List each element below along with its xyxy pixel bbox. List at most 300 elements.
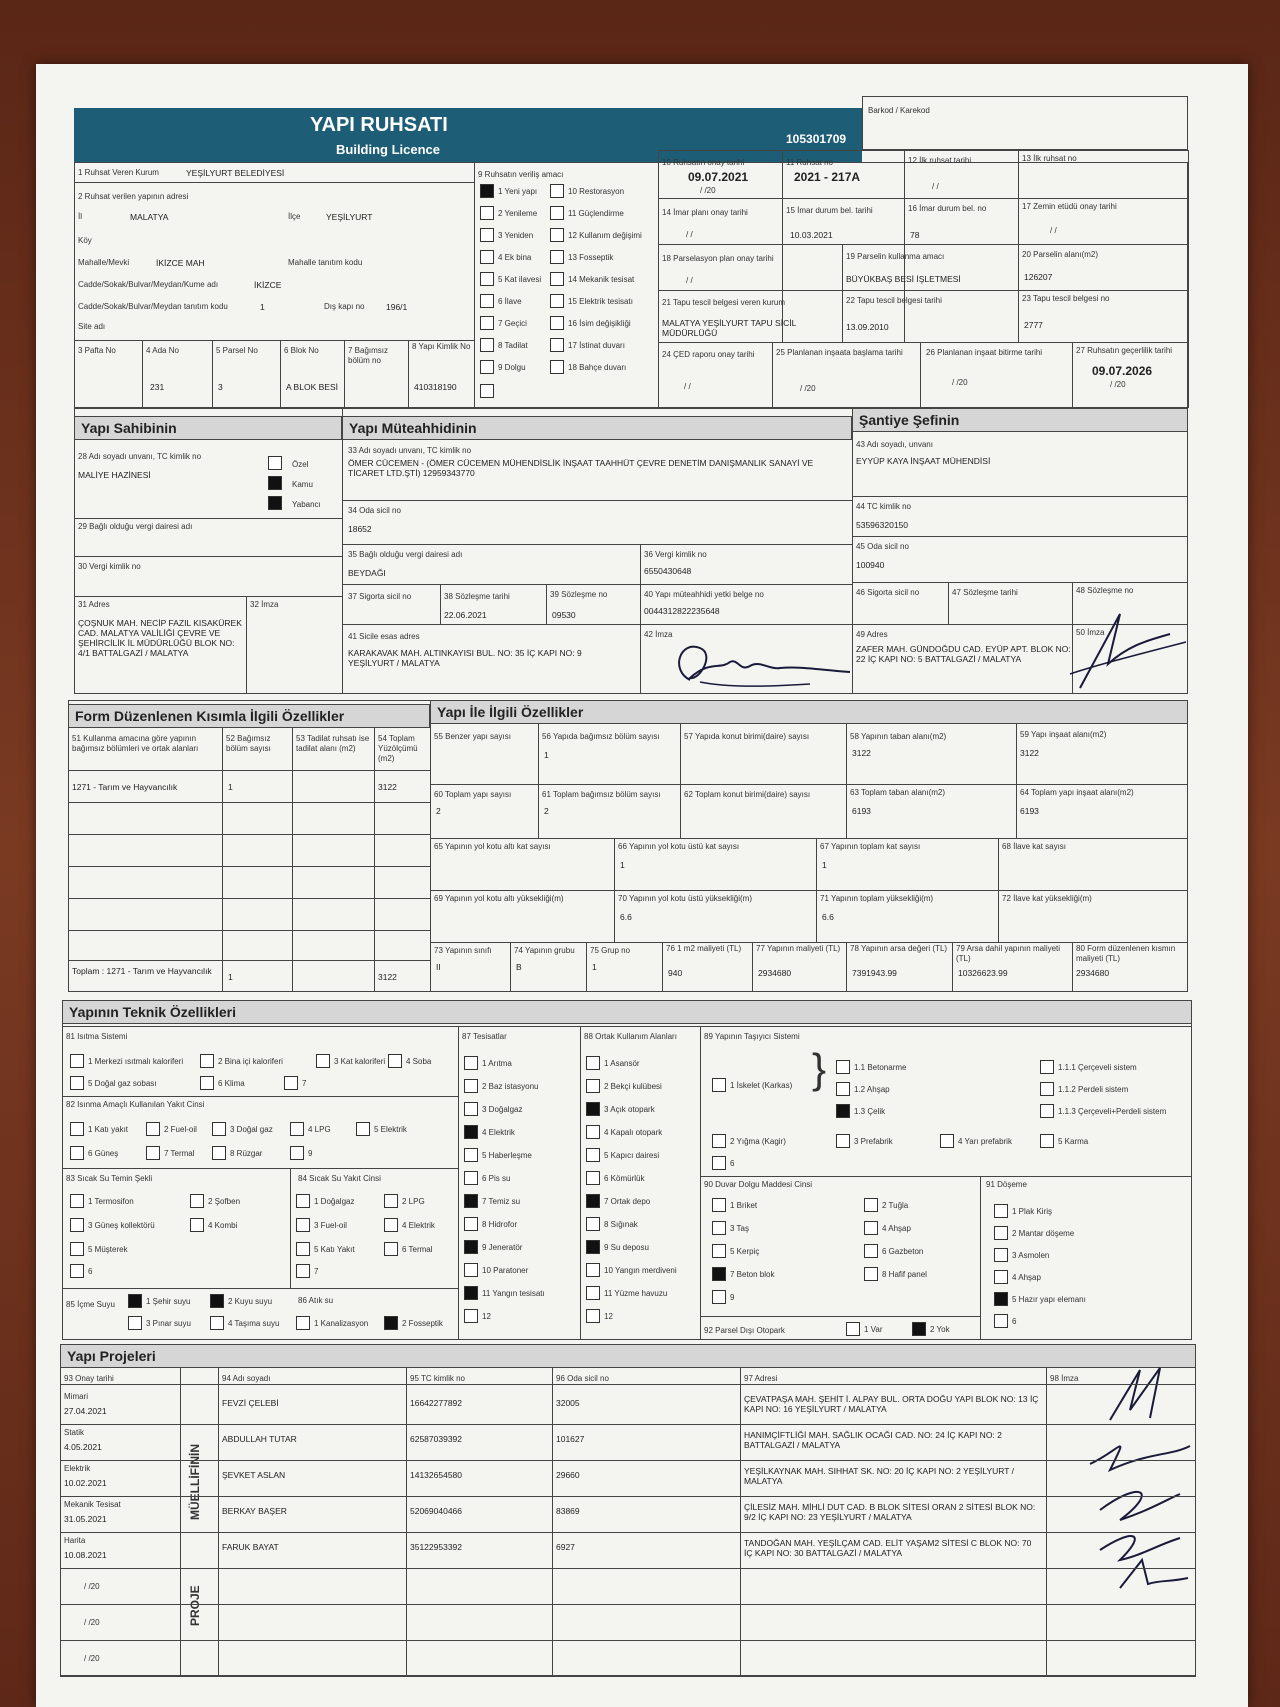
f22-label: 22 Tapu tescil belgesi tarihi bbox=[846, 296, 942, 305]
f74-label: 74 Yapının grubu bbox=[514, 946, 575, 955]
project-tc: 62587039392 bbox=[410, 1434, 463, 1444]
purpose-9-checkbox[interactable] bbox=[480, 360, 494, 374]
hotwater-4-checkbox[interactable] bbox=[190, 1218, 204, 1232]
floor-2-checkbox[interactable] bbox=[994, 1226, 1008, 1240]
il-value: MALATYA bbox=[130, 212, 169, 222]
water-1-checkbox[interactable] bbox=[128, 1294, 142, 1308]
f80-value: 2934680 bbox=[1076, 968, 1110, 978]
hotwater-6-label: 6 bbox=[88, 1267, 93, 1276]
f78-value: 7391943.99 bbox=[852, 968, 897, 978]
f31-value: ÇOŞNUK MAH. NECİP FAZIL KISAKÜREK CAD. MALATYA VALİLİĞİ ÇEVRE VE ŞEHİRCİLİK İL MÜDÜRLÜĞÜ BLOK NO: 4/1 BATTALGAZİ / MALATYA bbox=[78, 618, 242, 658]
common-12-checkbox[interactable] bbox=[586, 1309, 600, 1323]
title-banner bbox=[74, 108, 862, 162]
f28-label: 28 Adı soyadı unvanı, TC kimlik no bbox=[78, 452, 202, 461]
install-10-checkbox[interactable] bbox=[464, 1263, 478, 1277]
f1-label: 1 Ruhsat Veren Kurum bbox=[78, 168, 159, 177]
hwfuel-5-checkbox[interactable] bbox=[296, 1242, 310, 1256]
f88-label: 88 Ortak Kullanım Alanları bbox=[584, 1032, 677, 1041]
carrier-1-2-label: 1.2 Ahşap bbox=[854, 1085, 890, 1094]
install-6-checkbox[interactable] bbox=[464, 1171, 478, 1185]
f64-label: 64 Toplam yapı inşaat alanı(m2) bbox=[1020, 788, 1134, 797]
hwfuel-3-label: 3 Fuel-oil bbox=[314, 1221, 347, 1230]
f29-label: 29 Bağlı olduğu vergi dairesi adı bbox=[78, 522, 193, 531]
bagimsiz-label: 7 Bağımsız bölüm no bbox=[348, 346, 389, 365]
wall-8-checkbox[interactable] bbox=[864, 1267, 878, 1281]
install-7-label: 7 Temiz su bbox=[482, 1197, 521, 1206]
f43-value: EYYÜP KAYA İNŞAAT MÜHENDİSİ bbox=[856, 456, 991, 466]
install-3-label: 3 Doğalgaz bbox=[482, 1105, 523, 1114]
project-tc: 16642277892 bbox=[410, 1398, 463, 1408]
dis-kapi-label: Dış kapı no bbox=[324, 302, 365, 311]
purpose-8-checkbox[interactable] bbox=[480, 338, 494, 352]
common-11-label: 11 Yüzme havuzu bbox=[604, 1289, 668, 1298]
install-11-label: 11 Yangın tesisatı bbox=[482, 1289, 545, 1298]
purpose-14-checkbox[interactable] bbox=[550, 272, 564, 286]
project-sicil: 32005 bbox=[556, 1398, 580, 1408]
common-12-label: 12 bbox=[604, 1312, 613, 1321]
floor-6-checkbox[interactable] bbox=[994, 1314, 1008, 1328]
project-author: FEVZİ ÇELEBİ bbox=[222, 1398, 279, 1408]
carrier-1-1-3-label: 1.1.3 Çerçeveli+Perdeli sistem bbox=[1058, 1107, 1167, 1116]
f91-label: 91 Döşeme bbox=[986, 1180, 1027, 1189]
purpose-4-checkbox[interactable] bbox=[480, 250, 494, 264]
f82-label: 82 Isınma Amaçlı Kullanılan Yakıt Cinsi bbox=[66, 1100, 205, 1109]
f68-label: 68 İlave kat sayısı bbox=[1002, 842, 1067, 851]
project-sicil: 101627 bbox=[556, 1434, 585, 1444]
f64-value: 6193 bbox=[1020, 806, 1039, 816]
hotwater-5-checkbox[interactable] bbox=[70, 1242, 84, 1256]
hwfuel-7-label: 7 bbox=[314, 1267, 319, 1276]
cadde-label: Cadde/Sokak/Bulvar/Meydan/Kume adı bbox=[78, 280, 219, 289]
f26-label: 26 Planlanan inşaat bitirme tarihi bbox=[926, 348, 1043, 357]
f58-value: 3122 bbox=[852, 748, 871, 758]
carrier-1-1-3-checkbox[interactable] bbox=[1040, 1104, 1054, 1118]
chief-signature bbox=[1060, 604, 1188, 694]
f49-label: 49 Adres bbox=[856, 630, 888, 639]
f47-label: 47 Sözleşme tarihi bbox=[952, 588, 1018, 597]
blok-value: A BLOK BESİ bbox=[286, 382, 338, 392]
f15-value: 10.03.2021 bbox=[790, 230, 833, 240]
f86-label: 86 Atık su bbox=[298, 1296, 334, 1305]
f38-label: 38 Sözleşme tarihi bbox=[444, 592, 510, 601]
parking-yes-checkbox[interactable] bbox=[846, 1322, 860, 1336]
kamu-checkbox[interactable] bbox=[268, 476, 282, 490]
wall-1-checkbox[interactable] bbox=[712, 1198, 726, 1212]
f16-value: 78 bbox=[910, 230, 920, 240]
purpose-1-checkbox[interactable] bbox=[480, 184, 494, 198]
yabanci-checkbox[interactable] bbox=[268, 496, 282, 510]
yapi-section-title: Yapı İle İlgili Özellikler bbox=[430, 700, 1188, 724]
heat-2-checkbox[interactable] bbox=[200, 1054, 214, 1068]
project-sicil: 83869 bbox=[556, 1506, 580, 1516]
f9-label: 9 Ruhsatın veriliş amacı bbox=[478, 170, 564, 179]
project-type: Mimari bbox=[64, 1392, 88, 1401]
floor-4-checkbox[interactable] bbox=[994, 1270, 1008, 1284]
purpose-18-checkbox[interactable] bbox=[550, 360, 564, 374]
f74-value: B bbox=[516, 962, 522, 972]
wall-5-label: 5 Kerpiç bbox=[730, 1247, 760, 1256]
waste-2-checkbox[interactable] bbox=[384, 1316, 398, 1330]
barcode-box bbox=[862, 96, 1188, 150]
hwfuel-4-checkbox[interactable] bbox=[384, 1218, 398, 1232]
carrier-1-1-1-checkbox[interactable] bbox=[1040, 1060, 1054, 1074]
purpose-13-checkbox[interactable] bbox=[550, 250, 564, 264]
common-10-checkbox[interactable] bbox=[586, 1263, 600, 1277]
wall-9-label: 9 bbox=[730, 1293, 735, 1302]
fuel-9-checkbox[interactable] bbox=[290, 1146, 304, 1160]
project-type: Statik bbox=[64, 1428, 85, 1437]
divider bbox=[290, 1168, 291, 1288]
project-date: 27.04.2021 bbox=[64, 1406, 107, 1416]
total-area: 3122 bbox=[378, 972, 397, 982]
common-1-checkbox[interactable] bbox=[586, 1056, 600, 1070]
common-2-checkbox[interactable] bbox=[586, 1079, 600, 1093]
hotwater-3-checkbox[interactable] bbox=[70, 1218, 84, 1232]
f33-value: ÖMER CÜCEMEN - (ÖMER CÜCEMEN MÜHENDİSLİK İNŞAAT TAAHHÜT ÇEVRE DENETİM DANIŞMANLIK SANAYİ VE TİCARET LTD.ŞTİ) 12959343770 bbox=[348, 458, 814, 478]
common-7-checkbox[interactable] bbox=[586, 1194, 600, 1208]
project-date: 10.08.2021 bbox=[64, 1550, 107, 1560]
fuel-7-checkbox[interactable] bbox=[146, 1146, 160, 1160]
install-5-label: 5 Haberleşme bbox=[482, 1151, 532, 1160]
f77-label: 77 Yapının maliyeti (TL) bbox=[756, 944, 841, 953]
purpose-12-checkbox[interactable] bbox=[550, 228, 564, 242]
f65-label: 65 Yapının yol kotu altı kat sayısı bbox=[434, 842, 551, 851]
fuel-2-label: 2 Fuel-oil bbox=[164, 1125, 197, 1134]
carrier-6-checkbox[interactable] bbox=[712, 1156, 726, 1170]
purpose-3-label: 3 Yeniden bbox=[498, 231, 534, 240]
wall-7-label: 7 Beton blok bbox=[730, 1270, 775, 1279]
wall-7-checkbox[interactable] bbox=[712, 1267, 726, 1281]
fuel-5-checkbox[interactable] bbox=[356, 1122, 370, 1136]
ada-label: 4 Ada No bbox=[146, 346, 179, 355]
fuel-4-checkbox[interactable] bbox=[290, 1122, 304, 1136]
wall-5-checkbox[interactable] bbox=[712, 1244, 726, 1258]
wall-2-label: 2 Tuğla bbox=[882, 1201, 909, 1210]
carrier-1-3-label: 1.3 Çelik bbox=[854, 1107, 886, 1116]
common-11-checkbox[interactable] bbox=[586, 1286, 600, 1300]
floor-5-checkbox[interactable] bbox=[994, 1292, 1008, 1306]
hwfuel-4-label: 4 Elektrik bbox=[402, 1221, 435, 1230]
purpose-extra-checkbox[interactable] bbox=[480, 384, 494, 398]
divider bbox=[218, 1368, 219, 1676]
heat-4-label: 4 Soba bbox=[406, 1057, 432, 1066]
ozel-checkbox[interactable] bbox=[268, 456, 282, 470]
f23-value: 2777 bbox=[1024, 320, 1043, 330]
project-date-blank: / /20 bbox=[84, 1582, 100, 1591]
carrier-2-label: 2 Yığma (Kagir) bbox=[730, 1137, 786, 1146]
f36-label: 36 Vergi kimlik no bbox=[644, 550, 707, 559]
fuel-4-label: 4 LPG bbox=[308, 1125, 331, 1134]
fuel-3-label: 3 Doğal gaz bbox=[230, 1125, 273, 1134]
common-3-checkbox[interactable] bbox=[586, 1102, 600, 1116]
f83-label: 83 Sıcak Su Temin Şekli bbox=[66, 1174, 153, 1183]
pafta-label: 3 Pafta No bbox=[78, 346, 116, 355]
hwfuel-1-checkbox[interactable] bbox=[296, 1194, 310, 1208]
f77-value: 2934680 bbox=[758, 968, 792, 978]
divider bbox=[406, 1368, 407, 1676]
f21-value: MALATYA YEŞİLYURT TAPU SİCİL MÜDÜRLÜĞÜ bbox=[662, 318, 797, 338]
wall-8-label: 8 Hafif panel bbox=[882, 1270, 927, 1279]
f11-label: 11 Ruhsat no bbox=[786, 158, 833, 167]
install-8-label: 8 Hidrofor bbox=[482, 1220, 518, 1229]
mahalle-value: İKİZCE MAH bbox=[156, 258, 205, 268]
heat-5-checkbox[interactable] bbox=[70, 1076, 84, 1090]
common-6-checkbox[interactable] bbox=[586, 1171, 600, 1185]
install-9-checkbox[interactable] bbox=[464, 1240, 478, 1254]
f28-value: MALİYE HAZİNESİ bbox=[78, 470, 151, 480]
f17-value: / / bbox=[1050, 226, 1057, 235]
install-3-checkbox[interactable] bbox=[464, 1102, 478, 1116]
f73-value: II bbox=[436, 962, 441, 972]
fuel-1-checkbox[interactable] bbox=[70, 1122, 84, 1136]
f75-value: 1 bbox=[592, 962, 597, 972]
wall-4-checkbox[interactable] bbox=[864, 1221, 878, 1235]
parking-yes-label: 1 Var bbox=[864, 1325, 883, 1334]
project-tc: 52069040466 bbox=[410, 1506, 463, 1516]
wall-6-checkbox[interactable] bbox=[864, 1244, 878, 1258]
parking-no-checkbox[interactable] bbox=[912, 1322, 926, 1336]
common-9-checkbox[interactable] bbox=[586, 1240, 600, 1254]
f15-label: 15 İmar durum bel. tarihi bbox=[786, 206, 873, 215]
purpose-2-checkbox[interactable] bbox=[480, 206, 494, 220]
f38-value: 22.06.2021 bbox=[444, 610, 487, 620]
f22-value: 13.09.2010 bbox=[846, 322, 889, 332]
f60-label: 60 Toplam yapı sayısı bbox=[434, 790, 512, 799]
hwfuel-2-label: 2 LPG bbox=[402, 1197, 425, 1206]
heat-7-checkbox[interactable] bbox=[284, 1076, 298, 1090]
divider bbox=[180, 1368, 181, 1676]
f55-label: 55 Benzer yapı sayısı bbox=[434, 732, 511, 741]
f40-value: 0044312822235648 bbox=[644, 606, 720, 616]
f17-label: 17 Zemin etüdü onay tarihi bbox=[1022, 202, 1117, 211]
f87-label: 87 Tesisatlar bbox=[462, 1032, 507, 1041]
technical-section-title: Yapının Teknik Özellikleri bbox=[62, 1000, 1192, 1024]
divider bbox=[552, 1368, 553, 1676]
purpose-3-checkbox[interactable] bbox=[480, 228, 494, 242]
divider bbox=[980, 1176, 981, 1340]
hwfuel-3-checkbox[interactable] bbox=[296, 1218, 310, 1232]
h96: 96 Oda sicil no bbox=[556, 1374, 609, 1383]
carrier-1-2-checkbox[interactable] bbox=[836, 1082, 850, 1096]
purpose-6-label: 6 İlave bbox=[498, 297, 522, 306]
purpose-11-checkbox[interactable] bbox=[550, 206, 564, 220]
carrier-6-label: 6 bbox=[730, 1159, 735, 1168]
f46-label: 46 Sigorta sicil no bbox=[856, 588, 920, 597]
purpose-10-checkbox[interactable] bbox=[550, 184, 564, 198]
f33-label: 33 Adı soyadı unvanı, TC kimlik no bbox=[348, 446, 472, 455]
divider bbox=[60, 1496, 1196, 1497]
f50-label: 50 İmza bbox=[1076, 628, 1105, 637]
wall-3-checkbox[interactable] bbox=[712, 1221, 726, 1235]
f45-label: 45 Oda sicil no bbox=[856, 542, 909, 551]
install-12-checkbox[interactable] bbox=[464, 1309, 478, 1323]
f18-label: 18 Parselasyon plan onay tarihi bbox=[662, 254, 774, 263]
hotwater-6-checkbox[interactable] bbox=[70, 1264, 84, 1278]
fuel-7-label: 7 Termal bbox=[164, 1149, 195, 1158]
project-address: TANDOĞAN MAH. YEŞİLÇAM CAD. ELİT YAŞAM2 SİTESİ C BLOK NO: 70 İÇ KAPI NO: 30 BATTALGAZİ / MALATYA bbox=[744, 1538, 1032, 1558]
hotwater-1-label: 1 Termosifon bbox=[88, 1197, 134, 1206]
purpose-15-checkbox[interactable] bbox=[550, 294, 564, 308]
purpose-5-checkbox[interactable] bbox=[480, 272, 494, 286]
fuel-2-checkbox[interactable] bbox=[146, 1122, 160, 1136]
common-4-checkbox[interactable] bbox=[586, 1125, 600, 1139]
f14-value: / / bbox=[686, 230, 693, 239]
project-author: ŞEVKET ASLAN bbox=[222, 1470, 286, 1480]
f12-label: 12 İlk ruhsat tarihi bbox=[908, 156, 972, 165]
il-label: İl bbox=[78, 212, 82, 221]
purpose-8-label: 8 Tadilat bbox=[498, 341, 528, 350]
project-sicil: 29660 bbox=[556, 1470, 580, 1480]
hwfuel-6-checkbox[interactable] bbox=[384, 1242, 398, 1256]
f11-value: 2021 - 217A bbox=[794, 170, 861, 184]
f89-label: 89 Yapının Taşıyıcı Sistemi bbox=[704, 1032, 800, 1041]
f13-label: 13 İlk ruhsat no bbox=[1022, 154, 1077, 163]
f73-label: 73 Yapının sınıfı bbox=[434, 946, 492, 955]
purpose-12-label: 12 Kullanım değişimi bbox=[568, 231, 642, 240]
install-4-label: 4 Elektrik bbox=[482, 1128, 515, 1137]
h51: 51 Kullanma amacına göre yapının bağımsız bölümleri ve ortak alanları bbox=[72, 734, 199, 753]
ada-value: 231 bbox=[150, 382, 165, 392]
dis-kapi-value: 196/1 bbox=[386, 302, 408, 312]
install-1-label: 1 Arıtma bbox=[482, 1059, 512, 1068]
install-1-checkbox[interactable] bbox=[464, 1056, 478, 1070]
f39-value: 09530 bbox=[552, 610, 576, 620]
floor-5-label: 5 Hazır yapı elemanı bbox=[1012, 1295, 1086, 1304]
floor-3-checkbox[interactable] bbox=[994, 1248, 1008, 1262]
wall-9-checkbox[interactable] bbox=[712, 1290, 726, 1304]
f10-blank: / /20 bbox=[700, 186, 716, 195]
hwfuel-2-checkbox[interactable] bbox=[384, 1194, 398, 1208]
heat-3-checkbox[interactable] bbox=[316, 1054, 330, 1068]
f56-label: 56 Yapıda bağımsız bölüm sayısı bbox=[542, 732, 660, 741]
form-section-title: Form Düzenlenen Kısımla İlgili Özellikler bbox=[68, 704, 430, 728]
water-4-label: 4 Taşıma suyu bbox=[228, 1319, 280, 1328]
divider bbox=[580, 1026, 581, 1340]
heat-4-checkbox[interactable] bbox=[388, 1054, 402, 1068]
heat-7-label: 7 bbox=[302, 1079, 307, 1088]
cadde-kod-value: 1 bbox=[260, 302, 265, 312]
project-author: FARUK BAYAT bbox=[222, 1542, 279, 1552]
project-date: 4.05.2021 bbox=[64, 1442, 102, 1452]
mahalle-label: Mahalle/Mevki bbox=[78, 258, 130, 267]
carrier-1-1-checkbox[interactable] bbox=[836, 1060, 850, 1074]
water-3-checkbox[interactable] bbox=[128, 1316, 142, 1330]
fuel-6-label: 6 Güneş bbox=[88, 1149, 119, 1158]
water-3-label: 3 Pınar suyu bbox=[146, 1319, 191, 1328]
f19-label: 19 Parselin kullanma amacı bbox=[846, 252, 945, 261]
purpose-7-label: 7 Geçici bbox=[498, 319, 527, 328]
f59-label: 59 Yapı inşaat alanı(m2) bbox=[1020, 730, 1107, 739]
f35-label: 35 Bağlı olduğu vergi dairesi adı bbox=[348, 550, 463, 559]
mahalle-kod-label: Mahalle tanıtım kodu bbox=[288, 258, 363, 267]
carrier-1-1-2-checkbox[interactable] bbox=[1040, 1082, 1054, 1096]
f57-label: 57 Yapıda konut birimi(daire) sayısı bbox=[684, 732, 810, 741]
f69-label: 69 Yapının yol kotu altı yüksekliği(m) bbox=[434, 894, 564, 903]
fuel-6-checkbox[interactable] bbox=[70, 1146, 84, 1160]
f24-label: 24 ÇED raporu onay tarihi bbox=[662, 350, 755, 359]
carrier-5-checkbox[interactable] bbox=[1040, 1134, 1054, 1148]
f27-blank: / /20 bbox=[1110, 380, 1126, 389]
waste-1-label: 1 Kanalizasyon bbox=[314, 1319, 369, 1328]
f63-label: 63 Toplam taban alanı(m2) bbox=[850, 788, 946, 797]
f76-value: 940 bbox=[668, 968, 683, 978]
h95: 95 TC kimlik no bbox=[410, 1374, 465, 1383]
f71-value: 6.6 bbox=[822, 912, 834, 922]
f67-value: 1 bbox=[822, 860, 827, 870]
hotwater-1-checkbox[interactable] bbox=[70, 1194, 84, 1208]
common-1-label: 1 Asansör bbox=[604, 1059, 640, 1068]
divider bbox=[60, 1532, 1196, 1533]
f56-value: 1 bbox=[544, 750, 549, 760]
install-11-checkbox[interactable] bbox=[464, 1286, 478, 1300]
common-8-checkbox[interactable] bbox=[586, 1217, 600, 1231]
carrier-2-checkbox[interactable] bbox=[712, 1134, 726, 1148]
water-4-checkbox[interactable] bbox=[210, 1316, 224, 1330]
install-2-checkbox[interactable] bbox=[464, 1079, 478, 1093]
carrier-1-3-checkbox[interactable] bbox=[836, 1104, 850, 1118]
install-5-checkbox[interactable] bbox=[464, 1148, 478, 1162]
waste-1-checkbox[interactable] bbox=[296, 1316, 310, 1330]
f27-value: 09.07.2026 bbox=[1092, 364, 1153, 378]
hotwater-2-checkbox[interactable] bbox=[190, 1194, 204, 1208]
f16-label: 16 İmar durum bel. no bbox=[908, 204, 987, 213]
divider bbox=[62, 1026, 1192, 1027]
chief-section-title: Şantiye Şefinin bbox=[852, 408, 1188, 432]
install-8-checkbox[interactable] bbox=[464, 1217, 478, 1231]
divider bbox=[60, 1384, 1196, 1385]
divider bbox=[62, 1288, 458, 1289]
install-7-checkbox[interactable] bbox=[464, 1194, 478, 1208]
f26-value: / /20 bbox=[952, 378, 968, 387]
common-5-checkbox[interactable] bbox=[586, 1148, 600, 1162]
row1-usage: 1271 - Tarım ve Hayvancılık bbox=[72, 782, 178, 792]
purpose-6-checkbox[interactable] bbox=[480, 294, 494, 308]
fuel-8-checkbox[interactable] bbox=[212, 1146, 226, 1160]
heat-6-checkbox[interactable] bbox=[200, 1076, 214, 1090]
wall-3-label: 3 Taş bbox=[730, 1224, 749, 1233]
common-5-label: 5 Kapıcı dairesi bbox=[604, 1151, 660, 1160]
brace-icon: } bbox=[812, 1045, 827, 1092]
carrier-3-checkbox[interactable] bbox=[836, 1134, 850, 1148]
water-2-checkbox[interactable] bbox=[210, 1294, 224, 1308]
purpose-17-checkbox[interactable] bbox=[550, 338, 564, 352]
hwfuel-7-checkbox[interactable] bbox=[296, 1264, 310, 1278]
install-12-label: 12 bbox=[482, 1312, 491, 1321]
f19-value: BÜYÜKBAŞ BESİ İŞLETMESİ bbox=[846, 274, 961, 284]
floor-1-checkbox[interactable] bbox=[994, 1204, 1008, 1218]
h53: 53 Tadilat ruhsatı ise tadilat alanı (m2) bbox=[296, 734, 370, 753]
f75-label: 75 Grup no bbox=[590, 946, 631, 955]
carrier-4-checkbox[interactable] bbox=[940, 1134, 954, 1148]
purpose-16-checkbox[interactable] bbox=[550, 316, 564, 330]
install-4-checkbox[interactable] bbox=[464, 1125, 478, 1139]
row1-area: 3122 bbox=[378, 782, 397, 792]
heat-1-checkbox[interactable] bbox=[70, 1054, 84, 1068]
f44-value: 53596320150 bbox=[856, 520, 909, 530]
fuel-3-checkbox[interactable] bbox=[212, 1122, 226, 1136]
purpose-7-checkbox[interactable] bbox=[480, 316, 494, 330]
carrier-1-checkbox[interactable] bbox=[712, 1078, 726, 1092]
common-8-label: 8 Sığınak bbox=[604, 1220, 638, 1229]
hotwater-4-label: 4 Kombi bbox=[208, 1221, 238, 1230]
kamu-label: Kamu bbox=[292, 480, 313, 489]
f25-label: 25 Planlanan inşaata başlama tarihi bbox=[776, 348, 903, 357]
row1-count: 1 bbox=[228, 782, 233, 792]
total-usage: Toplam : 1271 - Tarım ve Hayvancılık bbox=[72, 966, 212, 976]
wall-2-checkbox[interactable] bbox=[864, 1198, 878, 1212]
f14-label: 14 İmar planı onay tarihi bbox=[662, 208, 748, 217]
purpose-17-label: 17 İstinat duvarı bbox=[568, 341, 625, 350]
